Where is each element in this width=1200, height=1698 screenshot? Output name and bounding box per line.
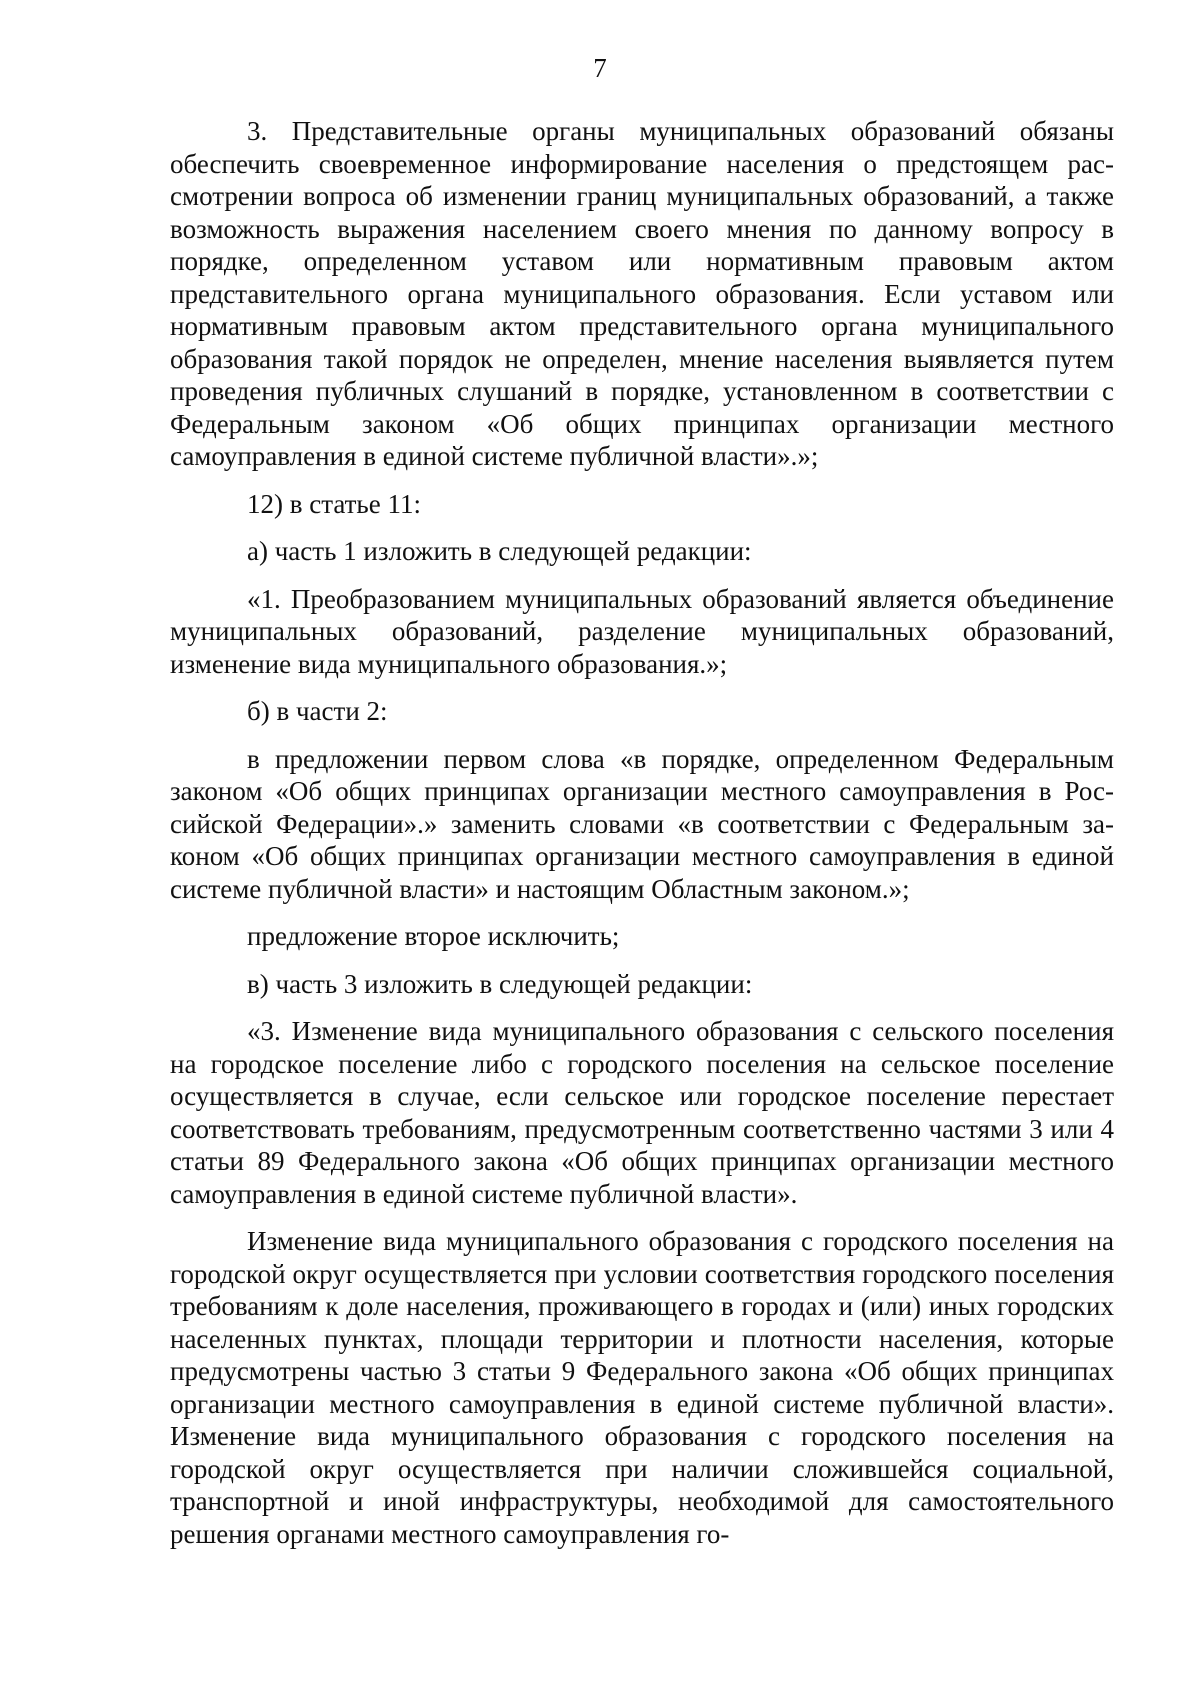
paragraph-type-change: Изменение вида муниципального образования с городского поселения на городской округ осуществляется при условии соответствия городского поселения требованиям к доле населения, проживающего в городах и (или) иных городских населенных пунктах, площади территории и плотности населения, которые предусмотрены частью 3 статьи 9 Федерального закона «Об общих принципах организации местного самоуправления в единой системе публичной власти». Изменение вида муниципального образования с городского поселения на городской округ осуществляется при наличии сложившейся социальной, транспортной и иной инфраструктуры, необходимой для самостоятельного решения органами местного самоуправления го-	[170, 1226, 1114, 1549]
paragraph-item-3: 3. Представительные органы муниципальных образований обязаны обеспечить своевременное информирование населения о предстоящем рассмотрении вопроса об изменении границ муниципальных образований, а также возможность выражения населением своего мнения по данному вопросу в порядке, определенном уставом или нормативным правовым актом представительного органа муниципального образования. Если уставом или нормативным правовым актом представительного органа муниципального образования такой порядок не определен, мнение населения выявляется путем проведения публичных слушаний в порядке, установленном в соответствии с Федеральным законом «Об общих принципах организации местного самоуправления в единой системе публичной власти».»;	[170, 116, 1114, 471]
paragraph-part-b: б) в части 2:	[247, 696, 388, 726]
page-number: 7	[593, 53, 607, 83]
paragraph-quote-1: «1. Преобразованием муниципальных образований является объединение муниципальных образований, разделение муниципальных образований, изменение вида муниципального образования.»;	[170, 583, 1114, 679]
paragraph-part-a: а) часть 1 изложить в следующей редакции:	[247, 536, 752, 566]
paragraph-part-v: в) часть 3 изложить в следующей редакции:	[247, 968, 753, 999]
paragraph-first-sentence: в предложении первом слова «в порядке, определенном Федеральным законом «Об общих принципах организации местного самоуправления в Российской Федерации».» заменить словами «в соответствии с Федеральным законом «Об общих принципах организации местного самоуправления в единой системе публичной власти» и настоящим Областным законом.»;	[170, 743, 1114, 904]
paragraph-article-11: 12) в статье 11:	[247, 488, 421, 519]
paragraph-quote-3: «3. Изменение вида муниципального образования с сельского поселения на городское поселение либо с городского поселения на сельское поселение осуществляется в случае, если сельское или городское поселение перестает соответствовать требованиям, предусмотренным соответственно частями 3 или 4 статьи 89 Федерального закона «Об общих принципах организации местного самоуправления в единой системе публичной власти».	[170, 1016, 1114, 1209]
document-body	[170, 115, 1114, 1550]
paragraph-second-sentence: предложение второе исключить;	[247, 921, 620, 951]
